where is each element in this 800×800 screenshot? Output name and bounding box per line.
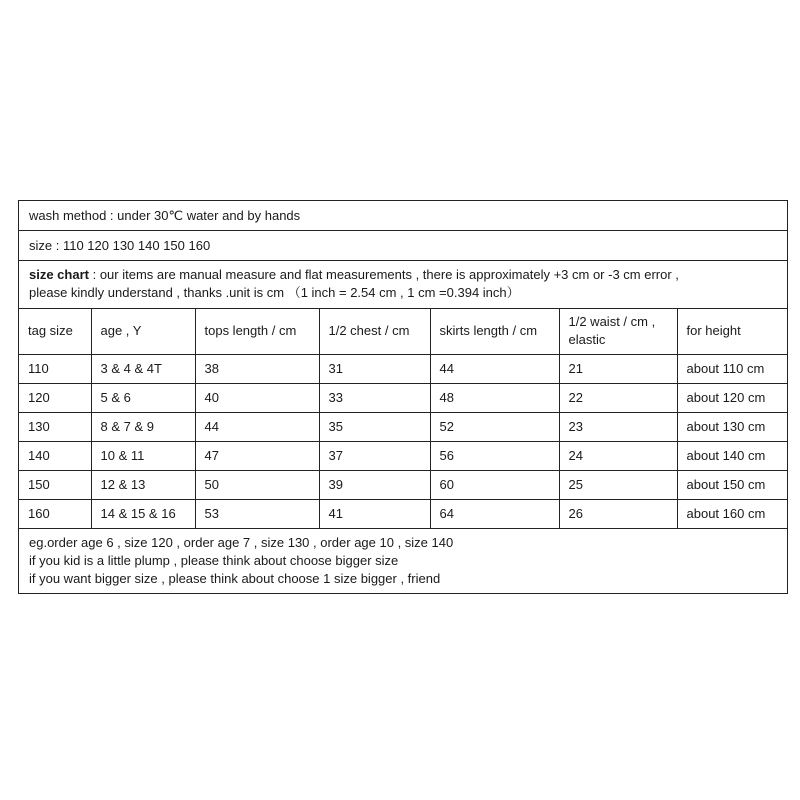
size-chart-note-text-1: : our items are manual measure and flat measurements , there is approximately +3 cm or -3 cm error , [88, 267, 679, 282]
cell-tag-size: 120 [19, 383, 91, 412]
header-for-height: for height [677, 309, 787, 354]
cell-half-waist: 23 [559, 412, 677, 441]
cell-half-chest: 37 [319, 441, 430, 470]
cell-for-height: about 140 cm [677, 441, 787, 470]
table-header-row [19, 309, 787, 354]
wash-method-text: wash method : under 30℃ water and by hands [29, 208, 301, 223]
cell-for-height: about 130 cm [677, 412, 787, 441]
cell-tag-size: 130 [19, 412, 91, 441]
example-note-line: if you kid is a little plump , please think about choose bigger size [29, 552, 399, 568]
cell-tops-length: 50 [195, 470, 319, 499]
cell-skirts-length: 56 [430, 441, 559, 470]
size-table [19, 309, 787, 529]
cell-tops-length: 53 [195, 499, 319, 528]
cell-tops-length: 38 [195, 354, 319, 383]
table-row [19, 354, 787, 383]
header-tops-length: tops length / cm [195, 309, 319, 354]
wash-method-row [19, 201, 787, 231]
cell-age: 5 & 6 [91, 383, 195, 412]
cell-skirts-length: 52 [430, 412, 559, 441]
cell-skirts-length: 44 [430, 354, 559, 383]
cell-half-chest: 33 [319, 383, 430, 412]
table-row [19, 441, 787, 470]
cell-half-chest: 31 [319, 354, 430, 383]
cell-half-waist: 25 [559, 470, 677, 499]
sizes-row [19, 231, 787, 261]
header-half-chest: 1/2 chest / cm [319, 309, 430, 354]
cell-skirts-length: 60 [430, 470, 559, 499]
cell-for-height: about 110 cm [677, 354, 787, 383]
table-row [19, 470, 787, 499]
header-half-waist: 1/2 waist / cm , elastic [559, 309, 677, 354]
header-age: age , Y [91, 309, 195, 354]
cell-half-chest: 39 [319, 470, 430, 499]
cell-skirts-length: 64 [430, 499, 559, 528]
cell-half-waist: 24 [559, 441, 677, 470]
size-chart-label: size chart [29, 267, 89, 282]
cell-tops-length: 40 [195, 383, 319, 412]
example-notes [19, 529, 787, 593]
cell-tag-size: 140 [19, 441, 91, 470]
sizes-text: size : 110 120 130 140 150 160 [29, 238, 211, 253]
cell-for-height: about 120 cm [677, 383, 787, 412]
header-tag-size: tag size [19, 309, 91, 354]
cell-half-chest: 41 [319, 499, 430, 528]
cell-tag-size: 160 [19, 499, 91, 528]
cell-tag-size: 150 [19, 470, 91, 499]
cell-age: 10 & 11 [91, 441, 195, 470]
table-row [19, 412, 787, 441]
size-chart-note-row [19, 261, 787, 309]
example-note-line: if you want bigger size , please think about choose 1 size bigger , friend [29, 570, 441, 586]
example-note-line: eg.order age 6 , size 120 , order age 7 , size 130 , order age 10 , size 140 [29, 534, 454, 550]
cell-tops-length: 47 [195, 441, 319, 470]
cell-age: 3 & 4 & 4T [91, 354, 195, 383]
cell-half-chest: 35 [319, 412, 430, 441]
cell-half-waist: 21 [559, 354, 677, 383]
table-row [19, 499, 787, 528]
cell-age: 8 & 7 & 9 [91, 412, 195, 441]
cell-skirts-length: 48 [430, 383, 559, 412]
table-row [19, 383, 787, 412]
header-skirts-length: skirts length / cm [430, 309, 559, 354]
size-chart-note-text-2: please kindly understand , thanks .unit is cm （1 inch = 2.54 cm , 1 cm =0.394 inch） [29, 285, 520, 300]
cell-half-waist: 22 [559, 383, 677, 412]
cell-tops-length: 44 [195, 412, 319, 441]
cell-tag-size: 110 [19, 354, 91, 383]
cell-age: 12 & 13 [91, 470, 195, 499]
cell-half-waist: 26 [559, 499, 677, 528]
cell-for-height: about 160 cm [677, 499, 787, 528]
size-chart-note-line-1 [29, 266, 777, 284]
size-chart-sheet [18, 200, 788, 594]
cell-for-height: about 150 cm [677, 470, 787, 499]
cell-age: 14 & 15 & 16 [91, 499, 195, 528]
